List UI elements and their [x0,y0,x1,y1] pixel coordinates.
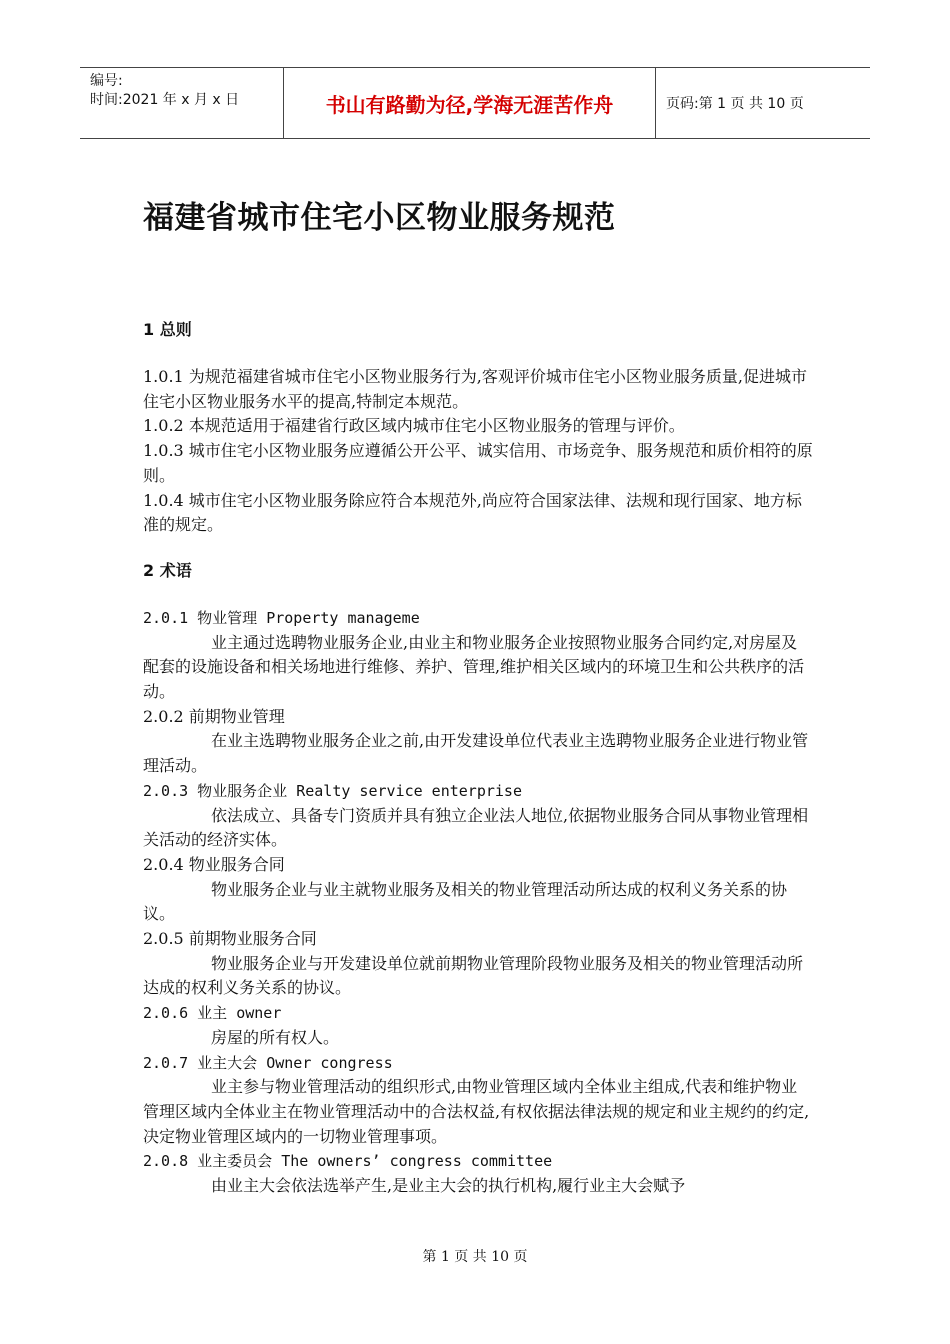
section-1-heading: 1 总则 [143,320,192,339]
definition-2-0-1: 业主通过选聘物业服务企业,由业主和物业服务企业按照物业服务合同约定,对房屋及配套的设施设备和相关场地进行维修、养护、管理,维护相关区域内的环境卫生和公共秩序的活动。 [143,632,805,702]
definition-2-0-8: 由业主大会依法选举产生,是业主大会的执行机构,履行业主大会赋予 [211,1176,686,1196]
term-2-0-3: 2.0.3 物业服务企业 Realty service enterprise [143,781,522,800]
header-motto: 书山有路勤为径,学海无涯苦作舟 [283,68,656,138]
term-2-0-5: 2.0.5 前期物业服务合同 [143,929,317,949]
definition-2-0-6: 房屋的所有权人。 [211,1027,340,1047]
definition-2-0-5: 物业服务企业与开发建设单位就前期物业管理阶段物业服务及相关的物业管理活动所达成的权利义务关系的协议。 [143,953,804,998]
paragraph-1-0-1: 1.0.1 为规范福建省城市住宅小区物业服务行为,客观评价城市住宅小区物业服务质量,促进城市住宅小区物业服务水平的提高,特制定本规范。 [143,367,807,411]
paragraph-1-0-4: 1.0.4 城市住宅小区物业服务除应符合本规范外,尚应符合国家法律、法规和现行国家、地方标准的规定。 [143,490,802,535]
page-footer: 第 1 页 共 10 页 [422,1249,528,1265]
term-2-0-7: 2.0.7 业主大会 Owner congress [143,1053,393,1072]
header-table [80,67,870,139]
term-2-0-6: 2.0.6 业主 owner [143,1004,282,1023]
document-title: 福建省城市住宅小区物业服务规范 [143,200,616,236]
document-body [143,318,813,1199]
term-2-0-1: 2.0.1 物业管理 Property manageme [143,608,420,627]
header-page-info: 页码:第 1 页 共 10 页 [666,96,804,112]
paragraph-1-0-2: 1.0.2 本规范适用于福建省行政区域内城市住宅小区物业服务的管理与评价。 [143,416,685,436]
section-2-heading: 2 术语 [143,560,192,580]
term-2-0-4: 2.0.4 物业服务合同 [143,854,285,874]
definition-2-0-2: 在业主选聘物业服务企业之前,由开发建设单位代表业主选聘物业服务企业进行物业管理活动。 [143,731,809,776]
definition-2-0-7: 业主参与物业管理活动的组织形式,由物业管理区域内全体业主组成,代表和维护物业管理区域内全体业主在物业管理活动中的合法权益,有权依据法律法规的规定和业主规约的约定,决定物业管理区域内的一切物业管理事项。 [143,1077,810,1146]
paragraph-1-0-3: 1.0.3 城市住宅小区物业服务应遵循公开公平、诚实信用、市场竞争、服务规范和质价相符的原则。 [143,441,813,485]
term-2-0-2: 2.0.2 前期物业管理 [143,706,285,726]
definition-2-0-4: 物业服务企业与业主就物业服务及相关的物业管理活动所达成的权利义务关系的协议。 [143,879,788,924]
time-label: 时间:2021 年 x 月 x 日 [90,92,240,108]
header-meta [80,68,283,138]
number-label: 编号: [90,73,123,89]
definition-2-0-3: 依法成立、具备专门资质并具有独立企业法人地位,依据物业服务合同从事物业管理相关活动的经济实体。 [143,805,809,850]
term-2-0-8: 2.0.8 业主委员会 The owners’ congress committee [143,1152,553,1171]
